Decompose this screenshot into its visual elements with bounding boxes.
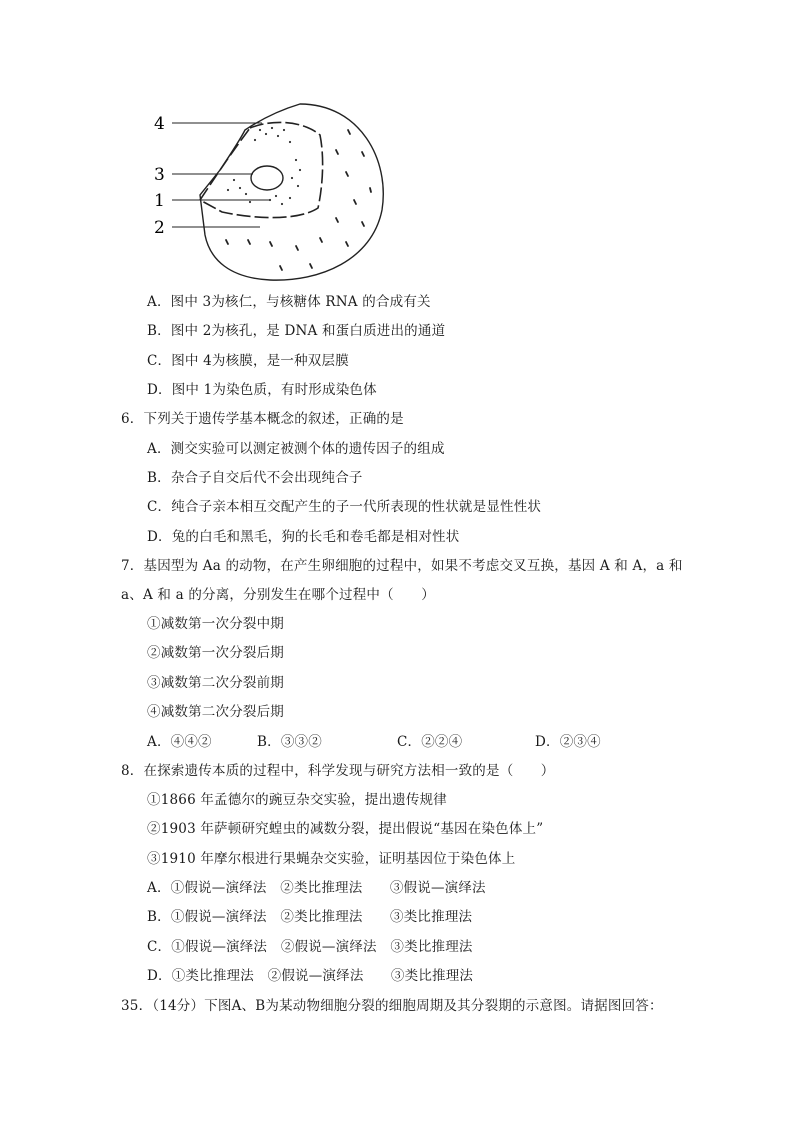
- q7-option-b: B．③③②: [257, 734, 322, 750]
- q7-item-4: ④减数第二次分裂后期: [147, 704, 284, 720]
- q8-option-d: D．①类比推理法 ②假说—演绎法 ③类比推理法: [147, 968, 474, 984]
- q7-option-d: D．②③④: [535, 734, 601, 750]
- q5-option-a: A．图中 3为核仁，与核糖体 RNA 的合成有关: [147, 294, 431, 310]
- q6-option-b: B．杂合子自交后代不会出现纯合子: [147, 470, 363, 486]
- label-1: 1: [154, 191, 165, 211]
- q8-item-3: ③1910 年摩尔根进行果蝇杂交实验，证明基因位于染色体上: [147, 851, 516, 867]
- label-2: 2: [154, 218, 165, 238]
- q7-item-3: ③减数第二次分裂前期: [147, 675, 284, 691]
- cell-outline: [200, 104, 383, 280]
- q8-item-2: ②1903 年萨顿研究蝗虫的减数分裂，提出假说“基因在染色体上”: [147, 821, 544, 837]
- q6-option-d: D．兔的白毛和黑毛，狗的长毛和卷毛都是相对性状: [147, 529, 460, 545]
- q8-option-c: C．①假说—演绎法 ②假说—演绎法 ③类比推理法: [147, 939, 473, 955]
- cell-diagram: [150, 100, 390, 285]
- q8-item-1: ①1866 年孟德尔的豌豆杂交实验，提出遗传规律: [147, 792, 447, 808]
- q7-item-1: ①减数第一次分裂中期: [147, 616, 284, 632]
- q7-item-2: ②减数第一次分裂后期: [147, 645, 284, 661]
- q6-option-a: A．测交实验可以测定被测个体的遗传因子的组成: [147, 441, 445, 457]
- q5-option-b: B．图中 2为核孔，是 DNA 和蛋白质进出的通道: [147, 323, 446, 339]
- q8-option-a: A．①假说—演绎法 ②类比推理法 ③假说—演绎法: [147, 880, 486, 896]
- q7-stem-line1: 7．基因型为 Aa 的动物，在产生卵细胞的过程中，如果不考虑交叉互换，基因 A 和 A，a 和: [121, 558, 683, 574]
- q7-stem-line2: a、A 和 a 的分离，分别发生在哪个过程中（ ）: [121, 587, 435, 603]
- nucleolus: [251, 166, 283, 190]
- q8-option-b: B．①假说—演绎法 ②类比推理法 ③类比推理法: [147, 909, 473, 925]
- q5-option-d: D．图中 1为染色质，有时形成染色体: [147, 382, 377, 398]
- q7-option-a: A．④④②: [147, 734, 212, 750]
- q35-stem: 35．（14分）下图A、B为某动物细胞分裂的细胞周期及其分裂期的示意图。请据图回答：: [121, 998, 663, 1014]
- q7-option-c: C．②②④: [397, 734, 463, 750]
- q6-stem: 6．下列关于遗传学基本概念的叙述，正确的是: [121, 411, 404, 427]
- label-4: 4: [154, 114, 165, 134]
- q6-option-c: C．纯合子亲本相互交配产生的子一代所表现的性状就是显性性状: [147, 499, 542, 515]
- q8-stem: 8．在探索遗传本质的过程中，科学发现与研究方法相一致的是（ ）: [121, 763, 555, 779]
- q5-option-c: C．图中 4为核膜，是一种双层膜: [147, 353, 349, 369]
- label-3: 3: [154, 165, 165, 185]
